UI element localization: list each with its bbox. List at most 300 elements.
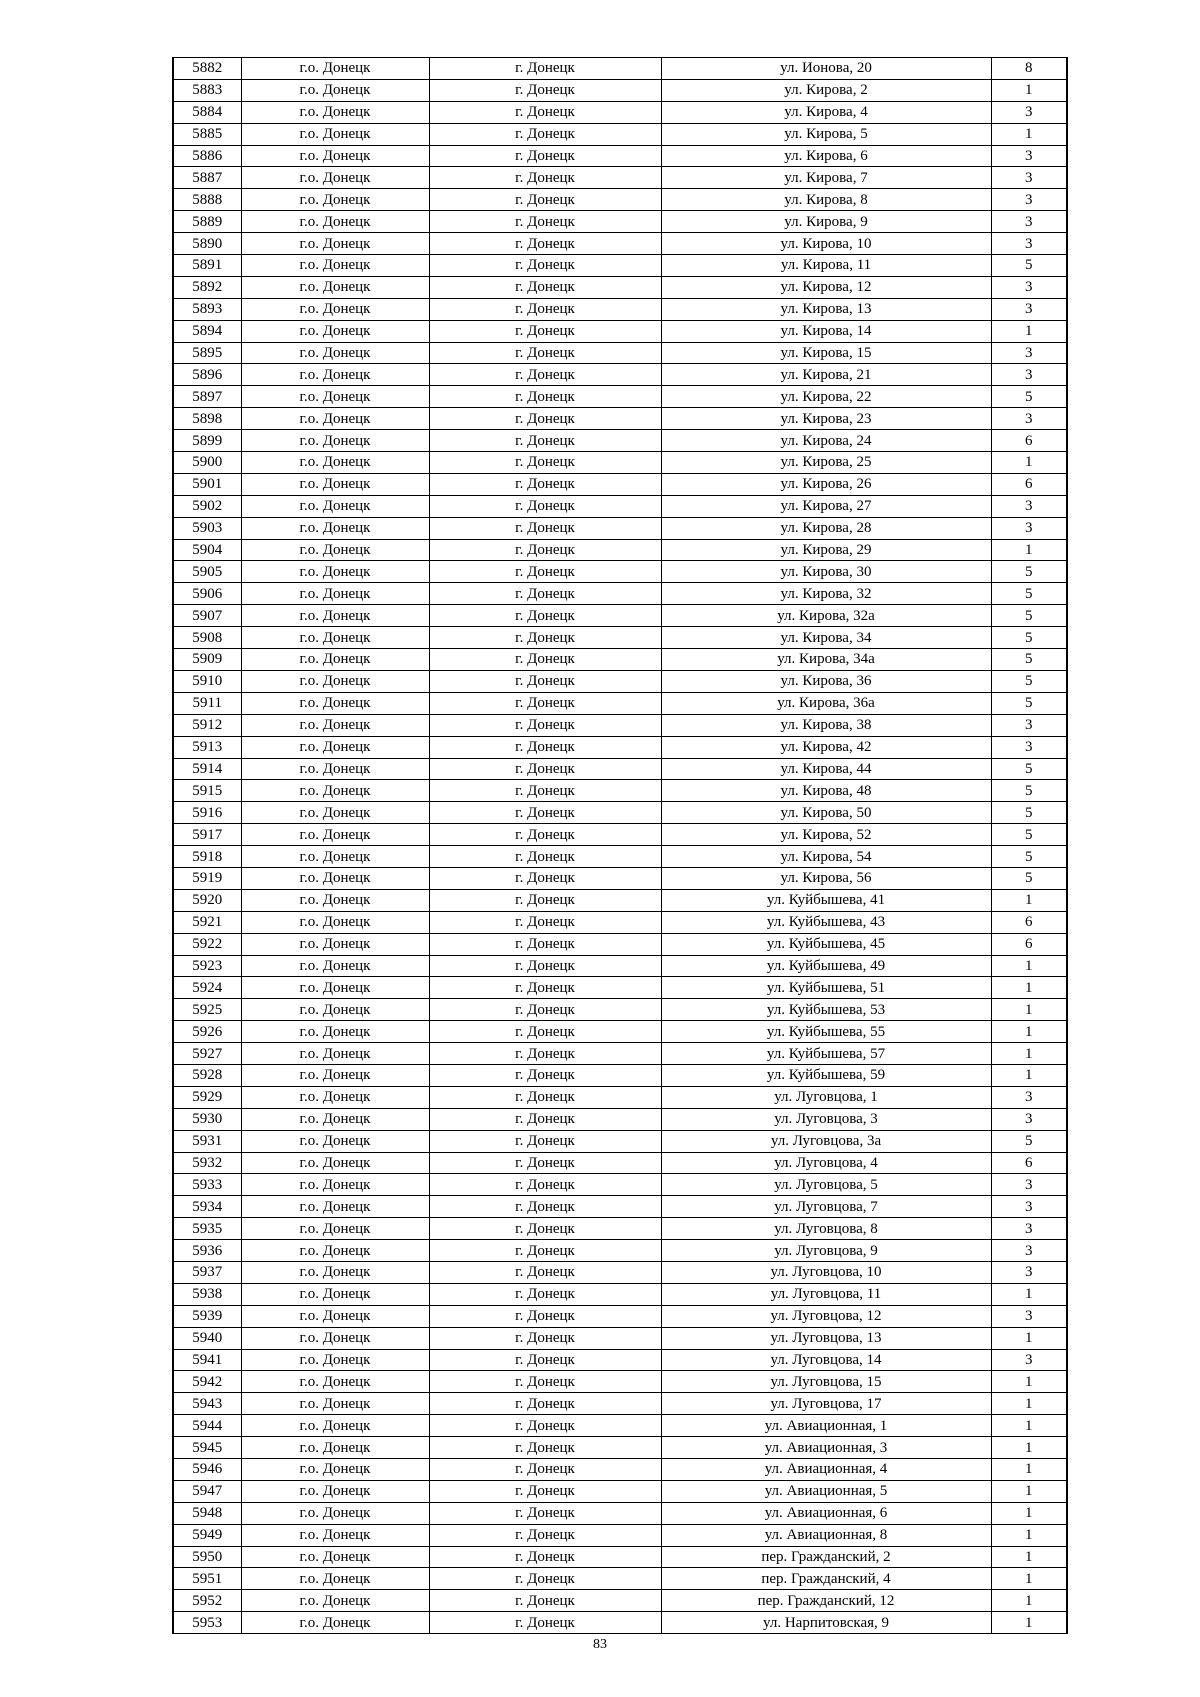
count-cell: 1 xyxy=(991,1437,1067,1459)
city-cell: г. Донецк xyxy=(429,255,661,277)
city-cell: г. Донецк xyxy=(429,364,661,386)
row-number-cell: 5895 xyxy=(173,342,241,364)
district-cell: г.о. Донецк xyxy=(241,1568,429,1590)
table-row xyxy=(173,1327,1067,1349)
table-row xyxy=(173,255,1067,277)
count-cell: 5 xyxy=(991,255,1067,277)
row-number-cell: 5913 xyxy=(173,736,241,758)
city-cell: г. Донецк xyxy=(429,1043,661,1065)
count-cell: 5 xyxy=(991,670,1067,692)
row-number-cell: 5885 xyxy=(173,123,241,145)
row-number-cell: 5934 xyxy=(173,1196,241,1218)
address-cell: ул. Кирова, 26 xyxy=(661,473,991,495)
count-cell: 5 xyxy=(991,605,1067,627)
address-cell: ул. Куйбышева, 51 xyxy=(661,977,991,999)
table-row xyxy=(173,1261,1067,1283)
city-cell: г. Донецк xyxy=(429,933,661,955)
address-cell: пер. Гражданский, 4 xyxy=(661,1568,991,1590)
district-cell: г.о. Донецк xyxy=(241,1612,429,1634)
count-cell: 3 xyxy=(991,714,1067,736)
count-cell: 1 xyxy=(991,1502,1067,1524)
row-number-cell: 5941 xyxy=(173,1349,241,1371)
count-cell: 1 xyxy=(991,1371,1067,1393)
city-cell: г. Донецк xyxy=(429,1502,661,1524)
table-row xyxy=(173,495,1067,517)
table-row xyxy=(173,276,1067,298)
district-cell: г.о. Донецк xyxy=(241,211,429,233)
district-cell: г.о. Донецк xyxy=(241,495,429,517)
district-cell: г.о. Донецк xyxy=(241,1043,429,1065)
table-row xyxy=(173,977,1067,999)
count-cell: 5 xyxy=(991,824,1067,846)
city-cell: г. Донецк xyxy=(429,101,661,123)
district-cell: г.о. Донецк xyxy=(241,1437,429,1459)
count-cell: 5 xyxy=(991,780,1067,802)
row-number-cell: 5932 xyxy=(173,1152,241,1174)
district-cell: г.о. Донецк xyxy=(241,167,429,189)
district-cell: г.о. Донецк xyxy=(241,1327,429,1349)
row-number-cell: 5943 xyxy=(173,1393,241,1415)
district-cell: г.о. Донецк xyxy=(241,977,429,999)
count-cell: 3 xyxy=(991,736,1067,758)
city-cell: г. Донецк xyxy=(429,889,661,911)
city-cell: г. Донецк xyxy=(429,408,661,430)
city-cell: г. Донецк xyxy=(429,911,661,933)
table-row xyxy=(173,627,1067,649)
table-row xyxy=(173,342,1067,364)
city-cell: г. Донецк xyxy=(429,1459,661,1481)
table-row xyxy=(173,889,1067,911)
city-cell: г. Донецк xyxy=(429,736,661,758)
address-cell: ул. Луговцова, 15 xyxy=(661,1371,991,1393)
table-row xyxy=(173,473,1067,495)
address-cell: ул. Кирова, 32 xyxy=(661,583,991,605)
district-cell: г.о. Донецк xyxy=(241,955,429,977)
row-number-cell: 5931 xyxy=(173,1130,241,1152)
table-row xyxy=(173,1371,1067,1393)
address-cell: ул. Кирова, 54 xyxy=(661,846,991,868)
count-cell: 6 xyxy=(991,473,1067,495)
city-cell: г. Донецк xyxy=(429,1327,661,1349)
address-cell: ул. Кирова, 34 xyxy=(661,627,991,649)
row-number-cell: 5891 xyxy=(173,255,241,277)
district-cell: г.о. Донецк xyxy=(241,473,429,495)
count-cell: 1 xyxy=(991,1568,1067,1590)
district-cell: г.о. Донецк xyxy=(241,1546,429,1568)
address-cell: ул. Авиационная, 1 xyxy=(661,1415,991,1437)
district-cell: г.о. Донецк xyxy=(241,999,429,1021)
city-cell: г. Донецк xyxy=(429,1086,661,1108)
table-row xyxy=(173,1086,1067,1108)
count-cell: 1 xyxy=(991,1612,1067,1634)
count-cell: 1 xyxy=(991,1327,1067,1349)
address-cell: ул. Кирова, 6 xyxy=(661,145,991,167)
district-cell: г.о. Донецк xyxy=(241,517,429,539)
table-row xyxy=(173,1502,1067,1524)
district-cell: г.о. Донецк xyxy=(241,1064,429,1086)
row-number-cell: 5948 xyxy=(173,1502,241,1524)
city-cell: г. Донецк xyxy=(429,1240,661,1262)
table-row xyxy=(173,298,1067,320)
district-cell: г.о. Донецк xyxy=(241,123,429,145)
district-cell: г.о. Донецк xyxy=(241,342,429,364)
row-number-cell: 5897 xyxy=(173,386,241,408)
count-cell: 6 xyxy=(991,933,1067,955)
row-number-cell: 5898 xyxy=(173,408,241,430)
city-cell: г. Донецк xyxy=(429,123,661,145)
city-cell: г. Донецк xyxy=(429,145,661,167)
count-cell: 1 xyxy=(991,539,1067,561)
city-cell: г. Донецк xyxy=(429,1218,661,1240)
address-cell: ул. Кирова, 15 xyxy=(661,342,991,364)
district-cell: г.о. Донецк xyxy=(241,539,429,561)
city-cell: г. Донецк xyxy=(429,1021,661,1043)
row-number-cell: 5905 xyxy=(173,561,241,583)
table-row xyxy=(173,1415,1067,1437)
address-cell: ул. Кирова, 24 xyxy=(661,430,991,452)
address-cell: ул. Куйбышева, 41 xyxy=(661,889,991,911)
row-number-cell: 5903 xyxy=(173,517,241,539)
district-cell: г.о. Донецк xyxy=(241,1502,429,1524)
address-cell: ул. Нарпитовская, 9 xyxy=(661,1612,991,1634)
table-row xyxy=(173,1612,1067,1634)
count-cell: 3 xyxy=(991,167,1067,189)
district-cell: г.о. Донецк xyxy=(241,911,429,933)
city-cell: г. Донецк xyxy=(429,670,661,692)
address-cell: ул. Авиационная, 5 xyxy=(661,1480,991,1502)
district-cell: г.о. Донецк xyxy=(241,1021,429,1043)
row-number-cell: 5927 xyxy=(173,1043,241,1065)
table-row xyxy=(173,1480,1067,1502)
row-number-cell: 5933 xyxy=(173,1174,241,1196)
count-cell: 5 xyxy=(991,846,1067,868)
table-row xyxy=(173,1437,1067,1459)
count-cell: 3 xyxy=(991,1086,1067,1108)
table-row xyxy=(173,911,1067,933)
address-cell: ул. Куйбышева, 43 xyxy=(661,911,991,933)
address-cell: ул. Кирова, 12 xyxy=(661,276,991,298)
count-cell: 5 xyxy=(991,583,1067,605)
row-number-cell: 5884 xyxy=(173,101,241,123)
address-cell: ул. Кирова, 28 xyxy=(661,517,991,539)
address-cell: ул. Кирова, 5 xyxy=(661,123,991,145)
district-cell: г.о. Донецк xyxy=(241,189,429,211)
city-cell: г. Донецк xyxy=(429,430,661,452)
city-cell: г. Донецк xyxy=(429,1612,661,1634)
address-cell: ул. Кирова, 14 xyxy=(661,320,991,342)
count-cell: 8 xyxy=(991,58,1067,80)
row-number-cell: 5894 xyxy=(173,320,241,342)
district-cell: г.о. Донецк xyxy=(241,1590,429,1612)
count-cell: 3 xyxy=(991,364,1067,386)
address-cell: ул. Луговцова, 8 xyxy=(661,1218,991,1240)
address-cell: ул. Кирова, 10 xyxy=(661,233,991,255)
address-cell: ул. Куйбышева, 55 xyxy=(661,1021,991,1043)
city-cell: г. Донецк xyxy=(429,1437,661,1459)
city-cell: г. Донецк xyxy=(429,167,661,189)
row-number-cell: 5945 xyxy=(173,1437,241,1459)
row-number-cell: 5902 xyxy=(173,495,241,517)
count-cell: 5 xyxy=(991,867,1067,889)
city-cell: г. Донецк xyxy=(429,1064,661,1086)
row-number-cell: 5949 xyxy=(173,1524,241,1546)
table-row xyxy=(173,1021,1067,1043)
table-row xyxy=(173,58,1067,80)
address-cell: ул. Кирова, 25 xyxy=(661,452,991,474)
district-cell: г.о. Донецк xyxy=(241,233,429,255)
table-row xyxy=(173,1130,1067,1152)
count-cell: 3 xyxy=(991,1196,1067,1218)
city-cell: г. Донецк xyxy=(429,1568,661,1590)
city-cell: г. Донецк xyxy=(429,758,661,780)
table-row xyxy=(173,1283,1067,1305)
city-cell: г. Донецк xyxy=(429,1393,661,1415)
address-cell: ул. Кирова, 11 xyxy=(661,255,991,277)
city-cell: г. Донецк xyxy=(429,1261,661,1283)
district-cell: г.о. Донецк xyxy=(241,627,429,649)
row-number-cell: 5904 xyxy=(173,539,241,561)
city-cell: г. Донецк xyxy=(429,1130,661,1152)
count-cell: 3 xyxy=(991,101,1067,123)
address-cell: ул. Кирова, 32а xyxy=(661,605,991,627)
table-row xyxy=(173,802,1067,824)
address-cell: ул. Луговцова, 13 xyxy=(661,1327,991,1349)
table-row xyxy=(173,1349,1067,1371)
count-cell: 1 xyxy=(991,1546,1067,1568)
row-number-cell: 5929 xyxy=(173,1086,241,1108)
district-cell: г.о. Донецк xyxy=(241,867,429,889)
row-number-cell: 5907 xyxy=(173,605,241,627)
address-cell: ул. Кирова, 7 xyxy=(661,167,991,189)
row-number-cell: 5906 xyxy=(173,583,241,605)
count-cell: 1 xyxy=(991,977,1067,999)
district-cell: г.о. Донецк xyxy=(241,1261,429,1283)
table-row xyxy=(173,846,1067,868)
city-cell: г. Донецк xyxy=(429,539,661,561)
city-cell: г. Донецк xyxy=(429,1283,661,1305)
city-cell: г. Донецк xyxy=(429,649,661,671)
row-number-cell: 5921 xyxy=(173,911,241,933)
table-row xyxy=(173,1218,1067,1240)
city-cell: г. Донецк xyxy=(429,452,661,474)
city-cell: г. Донецк xyxy=(429,495,661,517)
table-row xyxy=(173,101,1067,123)
district-cell: г.о. Донецк xyxy=(241,714,429,736)
count-cell: 1 xyxy=(991,1021,1067,1043)
city-cell: г. Донецк xyxy=(429,1174,661,1196)
address-cell: ул. Луговцова, 9 xyxy=(661,1240,991,1262)
row-number-cell: 5889 xyxy=(173,211,241,233)
city-cell: г. Донецк xyxy=(429,561,661,583)
table-row xyxy=(173,561,1067,583)
district-cell: г.о. Донецк xyxy=(241,605,429,627)
table-row xyxy=(173,189,1067,211)
table-row xyxy=(173,1152,1067,1174)
table-row xyxy=(173,714,1067,736)
city-cell: г. Донецк xyxy=(429,999,661,1021)
city-cell: г. Донецк xyxy=(429,780,661,802)
district-cell: г.о. Донецк xyxy=(241,1415,429,1437)
address-cell: ул. Луговцова, 14 xyxy=(661,1349,991,1371)
row-number-cell: 5882 xyxy=(173,58,241,80)
address-cell: ул. Авиационная, 4 xyxy=(661,1459,991,1481)
table-row xyxy=(173,517,1067,539)
city-cell: г. Донецк xyxy=(429,1524,661,1546)
district-cell: г.о. Донецк xyxy=(241,1524,429,1546)
row-number-cell: 5918 xyxy=(173,846,241,868)
table-row xyxy=(173,539,1067,561)
count-cell: 1 xyxy=(991,79,1067,101)
address-cell: ул. Кирова, 36а xyxy=(661,692,991,714)
row-number-cell: 5946 xyxy=(173,1459,241,1481)
table-row xyxy=(173,649,1067,671)
count-cell: 3 xyxy=(991,211,1067,233)
table-row xyxy=(173,145,1067,167)
count-cell: 3 xyxy=(991,298,1067,320)
row-number-cell: 5893 xyxy=(173,298,241,320)
district-cell: г.о. Донецк xyxy=(241,692,429,714)
row-number-cell: 5896 xyxy=(173,364,241,386)
count-cell: 3 xyxy=(991,1349,1067,1371)
page-number: 83 xyxy=(593,1637,607,1652)
city-cell: г. Донецк xyxy=(429,1305,661,1327)
address-cell: ул. Ионова, 20 xyxy=(661,58,991,80)
table-row xyxy=(173,1174,1067,1196)
count-cell: 3 xyxy=(991,145,1067,167)
count-cell: 1 xyxy=(991,452,1067,474)
city-cell: г. Донецк xyxy=(429,386,661,408)
table-row xyxy=(173,692,1067,714)
city-cell: г. Донецк xyxy=(429,1480,661,1502)
district-cell: г.о. Донецк xyxy=(241,780,429,802)
city-cell: г. Донецк xyxy=(429,473,661,495)
city-cell: г. Донецк xyxy=(429,955,661,977)
table-row xyxy=(173,233,1067,255)
city-cell: г. Донецк xyxy=(429,627,661,649)
address-cell: ул. Кирова, 30 xyxy=(661,561,991,583)
address-cell: ул. Куйбышева, 49 xyxy=(661,955,991,977)
address-cell: пер. Гражданский, 2 xyxy=(661,1546,991,1568)
row-number-cell: 5911 xyxy=(173,692,241,714)
address-cell: ул. Куйбышева, 59 xyxy=(661,1064,991,1086)
district-cell: г.о. Донецк xyxy=(241,101,429,123)
row-number-cell: 5890 xyxy=(173,233,241,255)
district-cell: г.о. Донецк xyxy=(241,649,429,671)
district-cell: г.о. Донецк xyxy=(241,1108,429,1130)
city-cell: г. Донецк xyxy=(429,517,661,539)
row-number-cell: 5923 xyxy=(173,955,241,977)
table-row xyxy=(173,670,1067,692)
count-cell: 3 xyxy=(991,342,1067,364)
row-number-cell: 5892 xyxy=(173,276,241,298)
address-cell: ул. Кирова, 56 xyxy=(661,867,991,889)
row-number-cell: 5942 xyxy=(173,1371,241,1393)
row-number-cell: 5886 xyxy=(173,145,241,167)
row-number-cell: 5939 xyxy=(173,1305,241,1327)
table-row xyxy=(173,123,1067,145)
count-cell: 3 xyxy=(991,1108,1067,1130)
row-number-cell: 5915 xyxy=(173,780,241,802)
city-cell: г. Донецк xyxy=(429,714,661,736)
row-number-cell: 5951 xyxy=(173,1568,241,1590)
district-cell: г.о. Донецк xyxy=(241,1218,429,1240)
row-number-cell: 5944 xyxy=(173,1415,241,1437)
row-number-cell: 5912 xyxy=(173,714,241,736)
city-cell: г. Донецк xyxy=(429,1108,661,1130)
table-row xyxy=(173,955,1067,977)
count-cell: 1 xyxy=(991,1393,1067,1415)
address-cell: ул. Кирова, 27 xyxy=(661,495,991,517)
address-cell: ул. Луговцова, 12 xyxy=(661,1305,991,1327)
count-cell: 1 xyxy=(991,955,1067,977)
city-cell: г. Донецк xyxy=(429,867,661,889)
count-cell: 3 xyxy=(991,1218,1067,1240)
table-row xyxy=(173,736,1067,758)
address-cell: ул. Кирова, 48 xyxy=(661,780,991,802)
district-cell: г.о. Донецк xyxy=(241,758,429,780)
city-cell: г. Донецк xyxy=(429,1349,661,1371)
city-cell: г. Донецк xyxy=(429,320,661,342)
district-cell: г.о. Донецк xyxy=(241,1240,429,1262)
count-cell: 5 xyxy=(991,561,1067,583)
count-cell: 5 xyxy=(991,758,1067,780)
table-row xyxy=(173,1393,1067,1415)
table-row xyxy=(173,824,1067,846)
city-cell: г. Донецк xyxy=(429,846,661,868)
district-cell: г.о. Донецк xyxy=(241,846,429,868)
city-cell: г. Донецк xyxy=(429,692,661,714)
address-cell: ул. Кирова, 9 xyxy=(661,211,991,233)
row-number-cell: 5952 xyxy=(173,1590,241,1612)
count-cell: 1 xyxy=(991,1064,1067,1086)
count-cell: 3 xyxy=(991,408,1067,430)
district-cell: г.о. Донецк xyxy=(241,255,429,277)
district-cell: г.о. Донецк xyxy=(241,1086,429,1108)
address-cell: ул. Кирова, 52 xyxy=(661,824,991,846)
row-number-cell: 5936 xyxy=(173,1240,241,1262)
count-cell: 5 xyxy=(991,1130,1067,1152)
count-cell: 5 xyxy=(991,627,1067,649)
city-cell: г. Донецк xyxy=(429,583,661,605)
table-row xyxy=(173,933,1067,955)
district-cell: г.о. Донецк xyxy=(241,670,429,692)
table-row xyxy=(173,408,1067,430)
count-cell: 5 xyxy=(991,386,1067,408)
district-cell: г.о. Донецк xyxy=(241,320,429,342)
row-number-cell: 5900 xyxy=(173,452,241,474)
row-number-cell: 5916 xyxy=(173,802,241,824)
district-cell: г.о. Донецк xyxy=(241,736,429,758)
count-cell: 1 xyxy=(991,1524,1067,1546)
address-cell: ул. Кирова, 29 xyxy=(661,539,991,561)
address-cell: ул. Кирова, 38 xyxy=(661,714,991,736)
address-cell: ул. Луговцова, 5 xyxy=(661,1174,991,1196)
count-cell: 3 xyxy=(991,189,1067,211)
count-cell: 3 xyxy=(991,517,1067,539)
address-cell: ул. Авиационная, 6 xyxy=(661,1502,991,1524)
count-cell: 1 xyxy=(991,1415,1067,1437)
address-cell: ул. Кирова, 36 xyxy=(661,670,991,692)
city-cell: г. Донецк xyxy=(429,605,661,627)
city-cell: г. Донецк xyxy=(429,1152,661,1174)
count-cell: 3 xyxy=(991,233,1067,255)
address-cell: ул. Луговцова, 11 xyxy=(661,1283,991,1305)
district-cell: г.о. Донецк xyxy=(241,1371,429,1393)
count-cell: 3 xyxy=(991,1240,1067,1262)
address-cell: ул. Луговцова, 4 xyxy=(661,1152,991,1174)
address-cell: ул. Кирова, 23 xyxy=(661,408,991,430)
row-number-cell: 5940 xyxy=(173,1327,241,1349)
